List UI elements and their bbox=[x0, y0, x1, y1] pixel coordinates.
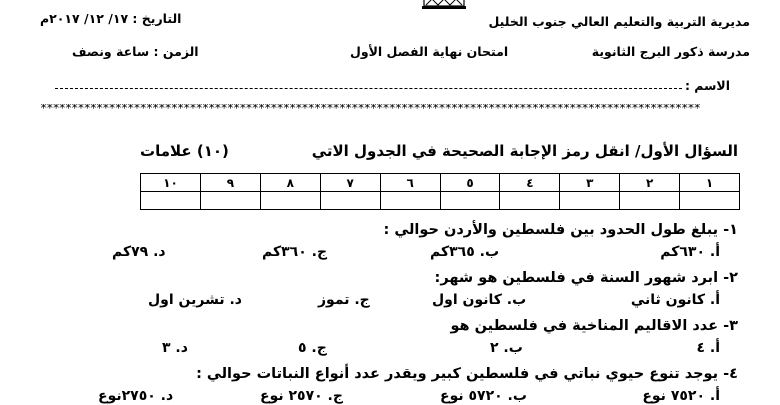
answer-table-header-cell: ٥ bbox=[440, 174, 500, 192]
question-3-option-a: أ. ٤ bbox=[696, 340, 720, 356]
answer-cell-1[interactable] bbox=[680, 192, 740, 210]
question-4-option-d: د. ٢٧٥٠نوع bbox=[98, 388, 174, 404]
question-2-option-d: د. تشرين اول bbox=[148, 292, 242, 308]
question-3-option-c: ج. ٥ bbox=[298, 340, 327, 356]
answer-cell-4[interactable] bbox=[500, 192, 560, 210]
answer-cell-8[interactable] bbox=[260, 192, 320, 210]
answer-table-header-cell: ٢ bbox=[620, 174, 680, 192]
question-3-option-d: د. ٣ bbox=[162, 340, 188, 356]
section-marks: (١٠) علامات bbox=[140, 142, 229, 160]
question-1-option-d: د. ٧٩كم bbox=[112, 244, 166, 260]
answer-table bbox=[140, 173, 740, 210]
answer-cell-2[interactable] bbox=[620, 192, 680, 210]
question-4-text: ٤- يوجد تنوع حيوي نباتي في فلسطين كبير ويقدر عدد أنواع النباتات حوالي : bbox=[196, 366, 738, 382]
answer-cell-3[interactable] bbox=[560, 192, 620, 210]
answer-table-header-cell: ٣ bbox=[560, 174, 620, 192]
student-name-field bbox=[40, 80, 730, 92]
question-1-option-b: ب. ٣٦٥كم bbox=[430, 244, 500, 260]
answer-cell-7[interactable] bbox=[320, 192, 380, 210]
question-1-option-a: أ. ٦٣٠كم bbox=[660, 244, 720, 260]
question-3-option-b: ب. ٢ bbox=[490, 340, 523, 356]
question-2-option-b: ب. كانون اول bbox=[432, 292, 527, 308]
directorate-name: مديرية التربية والتعليم العالي جنوب الخليل bbox=[488, 14, 750, 29]
answer-table-header-cell: ٨ bbox=[260, 174, 320, 192]
answer-table-header-cell: ١ bbox=[680, 174, 740, 192]
exam-date: التاريخ : ١٧/ ١٢/ ٢٠١٧م bbox=[40, 11, 182, 26]
separator-asterisks: ********************************************************************************************************** bbox=[40, 104, 700, 112]
question-2-option-c: ج. تموز bbox=[318, 292, 370, 308]
question-1-text: ١- يبلغ طول الحدود بين فلسطين والأردن حوالي : bbox=[383, 222, 738, 238]
answer-cell-5[interactable] bbox=[440, 192, 500, 210]
name-label: الاسم : bbox=[684, 78, 730, 93]
school-name: مدرسة ذكور البرج الثانوية bbox=[591, 44, 750, 59]
answer-cell-6[interactable] bbox=[380, 192, 440, 210]
question-2-text: ٢- ابرد شهور السنة في فلسطين هو شهر: bbox=[434, 270, 738, 286]
question-4-option-c: ج. ٢٥٧٠ نوع bbox=[260, 388, 343, 404]
question-3-text: ٣- عدد الاقاليم المناخية في فلسطين هو bbox=[450, 318, 738, 334]
exam-duration: الزمن : ساعة ونصف bbox=[72, 44, 199, 59]
answer-cell-10[interactable] bbox=[141, 192, 201, 210]
answer-table-header-row bbox=[141, 174, 740, 192]
exam-title: امتحان نهاية الفصل الأول bbox=[350, 44, 509, 59]
answer-table-header-cell: ٧ bbox=[320, 174, 380, 192]
question-4-option-b: ب. ٥٧٢٠ نوع bbox=[440, 388, 527, 404]
answer-table-answer-row bbox=[141, 192, 740, 210]
question-4-option-a: أ. ٧٥٢٠ نوع bbox=[642, 388, 720, 404]
question-1-option-c: ج. ٣٦٠كم bbox=[262, 244, 328, 260]
answer-cell-9[interactable] bbox=[200, 192, 260, 210]
name-dashed-line bbox=[55, 88, 682, 89]
answer-table-header-cell: ١٠ bbox=[141, 174, 201, 192]
answer-table-header-cell: ٤ bbox=[500, 174, 560, 192]
ministry-emblem-icon bbox=[418, 0, 470, 10]
answer-table-header-cell: ٦ bbox=[380, 174, 440, 192]
question-2-option-a: أ. كانون ثاني bbox=[630, 292, 720, 308]
section-title: السؤال الأول/ انقل رمز الإجابة الصحيحة في الجدول الاتي bbox=[311, 142, 738, 160]
answer-table-header-cell: ٩ bbox=[200, 174, 260, 192]
